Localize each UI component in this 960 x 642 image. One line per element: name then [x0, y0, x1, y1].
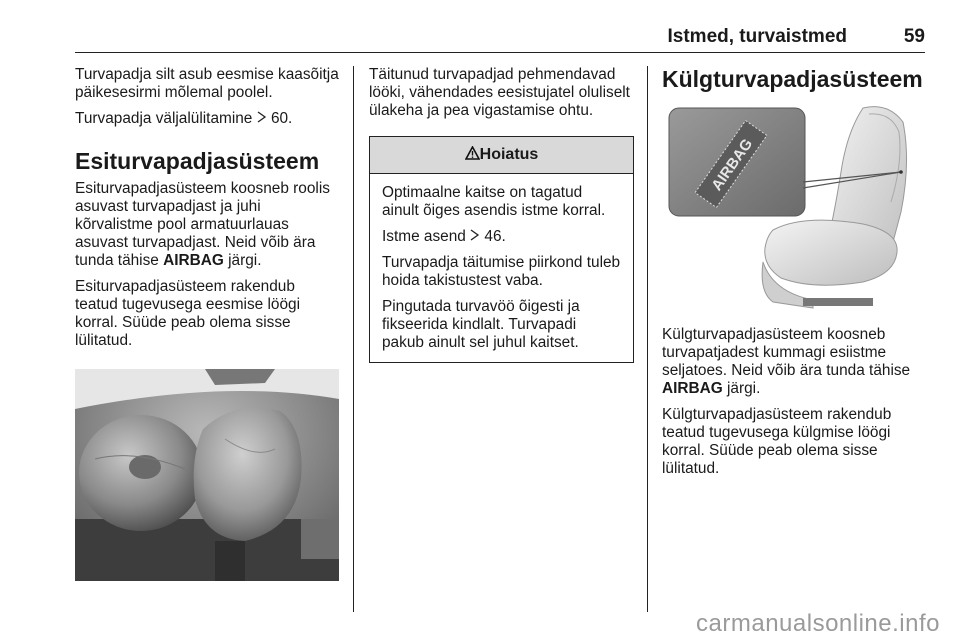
warning-box	[369, 136, 634, 363]
deactivation-reference: Turvapadja väljalülitamine 60.	[75, 110, 293, 127]
side-airbag-activation: Külgturvapadjasüsteem rakendub teatud tugevusega külgmise löögi korral. Süüde peab olema sisse lülitatud.	[662, 406, 892, 477]
column-3-text	[662, 326, 927, 486]
warning-header	[370, 137, 633, 174]
warning-text-1: Optimaalne kaitse on tagatud ainult õiges asendis istme korral.	[382, 184, 606, 219]
warning-text-3: Turvapadja täitumise piirkond tuleb hoida takistustest vaba.	[382, 254, 621, 289]
page-number: 59	[903, 26, 925, 47]
inflated-airbag-paragraph: Täitunud turvapadjad pehmendavad lööki, vähendades eesistujatel oluliselt ülakeha ja pea vigastamise ohtu.	[369, 66, 630, 119]
seat-position-page-link[interactable]: 46.	[484, 228, 506, 245]
page-header	[75, 26, 925, 53]
front-airbag-heading: Esiturvapadjasüsteem	[75, 148, 320, 174]
deactivation-page-link[interactable]: 60.	[270, 110, 293, 127]
side-airbag-heading: Külgturvapadjasüsteem	[662, 66, 923, 92]
column-divider-1	[353, 66, 354, 612]
warning-body	[370, 174, 633, 362]
warning-triangle-icon	[465, 137, 480, 173]
front-airbag-activation: Esiturvapadjasüsteem rakendub teatud tugevusega eesmise löögi korral. Süüde peab olema sisse lülitatud.	[75, 278, 301, 349]
side-airbag-seat-image	[663, 102, 927, 314]
seat-position-reference: Istme asend 46.	[382, 228, 506, 245]
front-airbag-description: Esiturvapadjasüsteem koosneb roolis asuvast turvapadjast ja juhi kõrvalistme pool armatuurlauas asuvast turvapadjast. Neid võib ära tunda tähise AIRBAG järgi.	[75, 180, 330, 269]
airbag-label-paragraph: Turvapadja silt asub eesmise kaasõitja päikesesirmi mõlemal poolel.	[75, 66, 339, 101]
header-title: Istmed, turvaistmed	[667, 26, 847, 47]
column-3	[662, 66, 927, 98]
warning-text-4: Pingutada turvavöö õigesti ja fikseerida kindlalt. Turvapadi pakub ainult sel juhul kaitset.	[382, 298, 580, 351]
column-divider-2	[647, 66, 648, 612]
warning-title: Hoiatus	[479, 146, 539, 163]
side-airbag-description: Külgturvapadjasüsteem koosneb turvapatjadest kummagi esiistme seljatoes. Neid võib ära tunda tähise AIRBAG järgi.	[662, 326, 911, 397]
column-1	[75, 66, 340, 358]
front-airbag-image	[75, 369, 339, 581]
page-reference-arrow-icon	[470, 228, 480, 246]
seat-airbag-label: AIRBAG	[708, 135, 757, 194]
column-2	[369, 66, 634, 363]
footer-watermark: carmanualsonline.info	[696, 610, 940, 637]
page-reference-arrow-icon	[257, 110, 267, 128]
